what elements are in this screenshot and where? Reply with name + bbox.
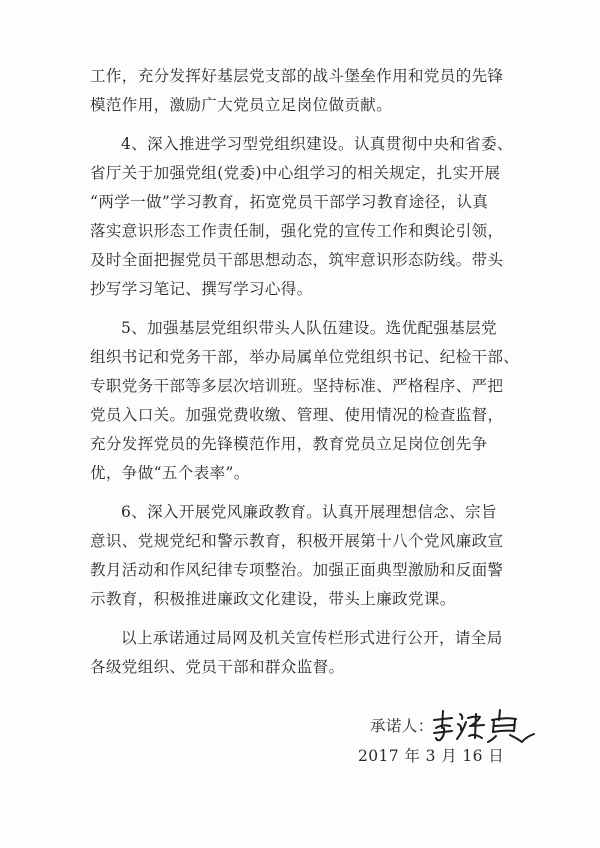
text-line: 模范作用，激励广大党员立足岗位做贡献。 — [90, 96, 393, 114]
text-line: 各级党组织、党员干部和群众监督。 — [90, 658, 345, 676]
text-line: 组织书记和党务干部，举办局属单位党组织书记、纪检干部、 — [90, 348, 520, 366]
text-line: 6、深入开展党风廉政教育。认真开展理想信念、宗旨 — [121, 503, 497, 521]
text-line: 工作，充分发挥好基层党支部的战斗堡垒作用和党员的先锋 — [90, 67, 504, 85]
paragraph — [90, 62, 520, 120]
text-line: 以上承诺通过局网及机关宣传栏形式进行公开，请全局 — [121, 629, 503, 647]
text-line: 专职党务干部等多层次培训班。坚持标准、严格程序、严把 — [90, 377, 504, 395]
paragraph — [90, 624, 520, 682]
paragraph — [90, 130, 520, 304]
paragraph — [90, 314, 520, 488]
signature-block — [370, 706, 570, 746]
document-body — [90, 62, 520, 682]
text-line: 及时全面把握党员干部思想动态，筑牢意识形态防线。带头 — [90, 251, 504, 269]
text-line: 充分发挥党员的先锋模范作用，教育党员立足岗位创先争 — [90, 435, 488, 453]
text-line: “两学一做”学习教育，拓宽党员干部学习教育途径，认真 — [90, 193, 489, 211]
text-line: 落实意识形态工作责任制，强化党的宣传工作和舆论引领， — [90, 222, 504, 240]
signature-date: 2017 年 3 月 16 日 — [358, 747, 505, 765]
text-line: 党员入口关。加强党费收缴、管理、使用情况的检查监督， — [90, 406, 504, 424]
text-line: 教月活动和作风纪律专项整治。加强正面典型激励和反面警 — [90, 561, 504, 579]
text-line: 优，争做“五个表率”。 — [90, 464, 250, 482]
text-line: 省厅关于加强党组(党委)中心组学习的相关规定，扎实开展 — [90, 164, 501, 182]
text-line: 4、深入推进学习型党组织建设。认真贯彻中央和省委、 — [121, 135, 513, 153]
text-line: 意识、党规党纪和警示教育，积极开展第十八个党风廉政宣 — [90, 532, 504, 550]
paragraph — [90, 498, 520, 614]
text-line: 抄写学习笔记、撰写学习心得。 — [90, 280, 313, 298]
signer-label: 承诺人： — [370, 717, 434, 735]
text-line: 5、加强基层党组织带头人队伍建设。选优配强基层党 — [121, 319, 497, 337]
text-line: 示教育，积极推进廉政文化建设，带头上廉政党课。 — [90, 590, 456, 608]
handwritten-signature — [430, 706, 550, 746]
